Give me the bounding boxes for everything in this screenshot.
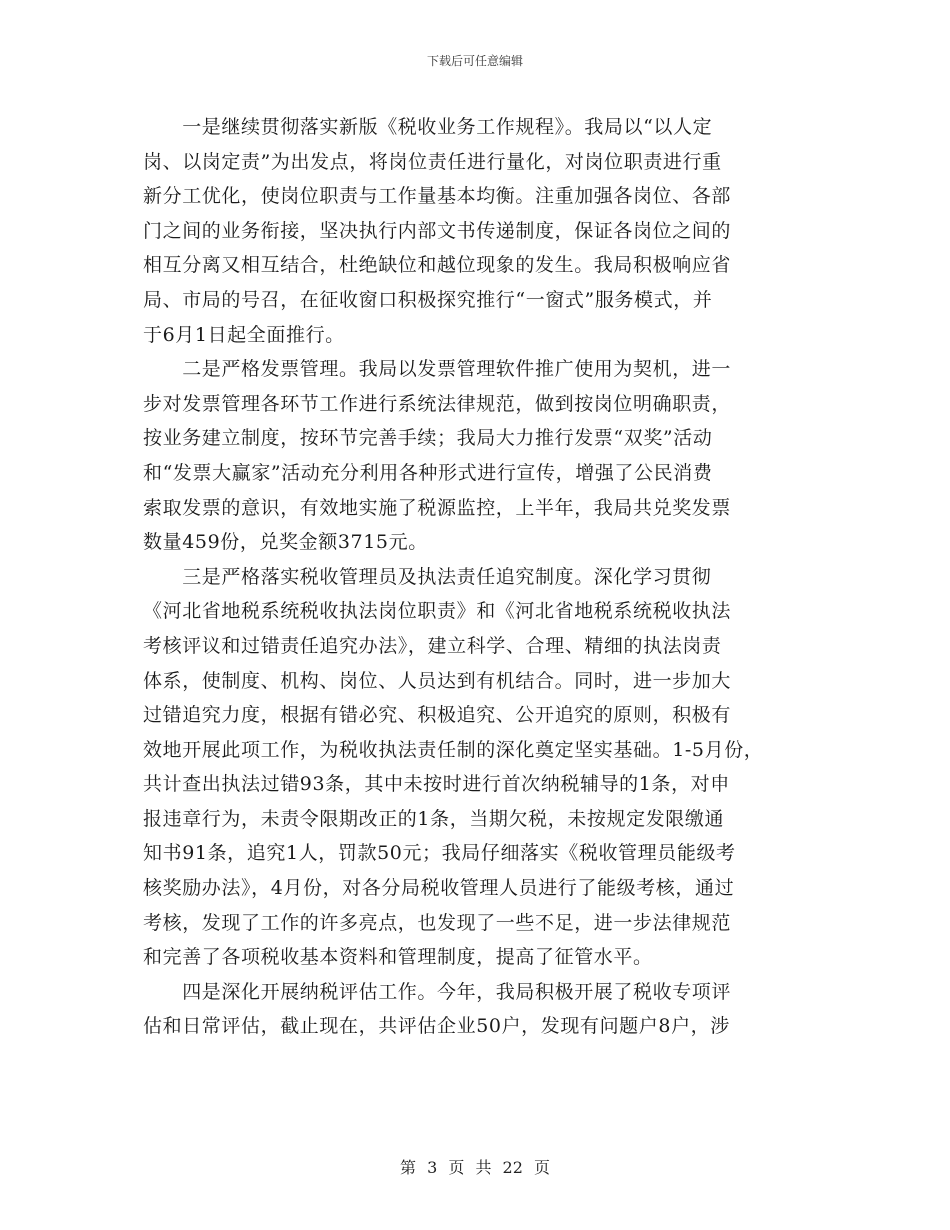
document-body [143,110,823,1044]
text-line: 考核评议和过错责任追究办法》，建立科学、合理、精细的执法岗责 [143,634,722,657]
text-line: 四是深化开展纳税评估工作。今年，我局积极开展了税收专项评 [143,980,732,1003]
text-line: 岗、以岗定责”为出发点，将岗位责任进行量化，对岗位职责进行重 [143,150,722,173]
text-line: 索取发票的意识，有效地实施了税源监控，上半年，我局共兑奖发票 [143,496,732,519]
text-line: 效地开展此项工作，为税收执法责任制的深化奠定坚实基础。1-5月份， [143,738,764,761]
text-line: 考核，发现了工作的许多亮点，也发现了一些不足，进一步法律规范 [143,911,732,934]
text-line: 过错追究力度，根据有错必究、积极追究、公开追究的原则，积极有 [143,704,732,727]
text-line: 相互分离又相互结合，杜绝缺位和越位现象的发生。我局积极响应省 [143,254,732,277]
text-line: 《河北省地税系统税收执法岗位职责》和《河北省地税系统税收执法 [143,600,732,623]
text-line: 估和日常评估，截止现在，共评估企业50户，发现有问题户8户，涉 [143,1015,730,1038]
text-line: 报违章行为，未责令限期改正的1条，当期欠税，未按规定发限缴通 [143,807,725,830]
text-line: 新分工优化，使岗位职责与工作量基本均衡。注重加强各岗位、各部 [143,185,732,208]
text-line: 数量459份，兑奖金额3715元。 [143,531,428,554]
text-line: 知书91条，追究1人，罚款50元；我局仔细落实《税收管理员能级考 [143,842,736,865]
page-header: 下载后可任意编辑 [426,54,523,68]
text-line: 体系，使制度、机构、岗位、人员达到有机结合。同时，进一步加大 [143,669,732,692]
text-line: 和完善了各项税收基本资料和管理制度，提高了征管水平。 [143,946,653,969]
text-line: 于6月1日起全面推行。 [143,323,345,346]
text-line: 和“发票大赢家”活动充分利用各种形式进行宣传，增强了公民消费 [143,461,713,484]
text-line: 核奖励办法》，4月份，对各分局税收管理人员进行了能级考核，通过 [143,877,735,900]
text-line: 一是继续贯彻落实新版《税收业务工作规程》。我局以“以人定 [143,116,713,138]
page-footer: 第 3 页 共 22 页 [400,1158,550,1177]
text-line: 局、市局的号召，在征收窗口积极探究推行“一窗式”服务模式，并 [143,288,713,311]
text-line: 三是严格落实税收管理员及执法责任追究制度。深化学习贯彻 [143,565,712,588]
text-line: 步对发票管理各环节工作进行系统法律规范，做到按岗位明确职责， [143,392,732,415]
text-line: 共计查出执法过错93条，其中未按时进行首次纳税辅导的1条，对申 [143,773,730,796]
text-line: 按业务建立制度，按环节完善手续；我局大力推行发票“双奖”活动 [143,427,713,450]
text-line: 门之间的业务衔接，坚决执行内部文书传递制度，保证各岗位之间的 [143,219,732,242]
text-line: 二是严格发票管理。我局以发票管理软件推广使用为契机，进一 [143,358,732,381]
